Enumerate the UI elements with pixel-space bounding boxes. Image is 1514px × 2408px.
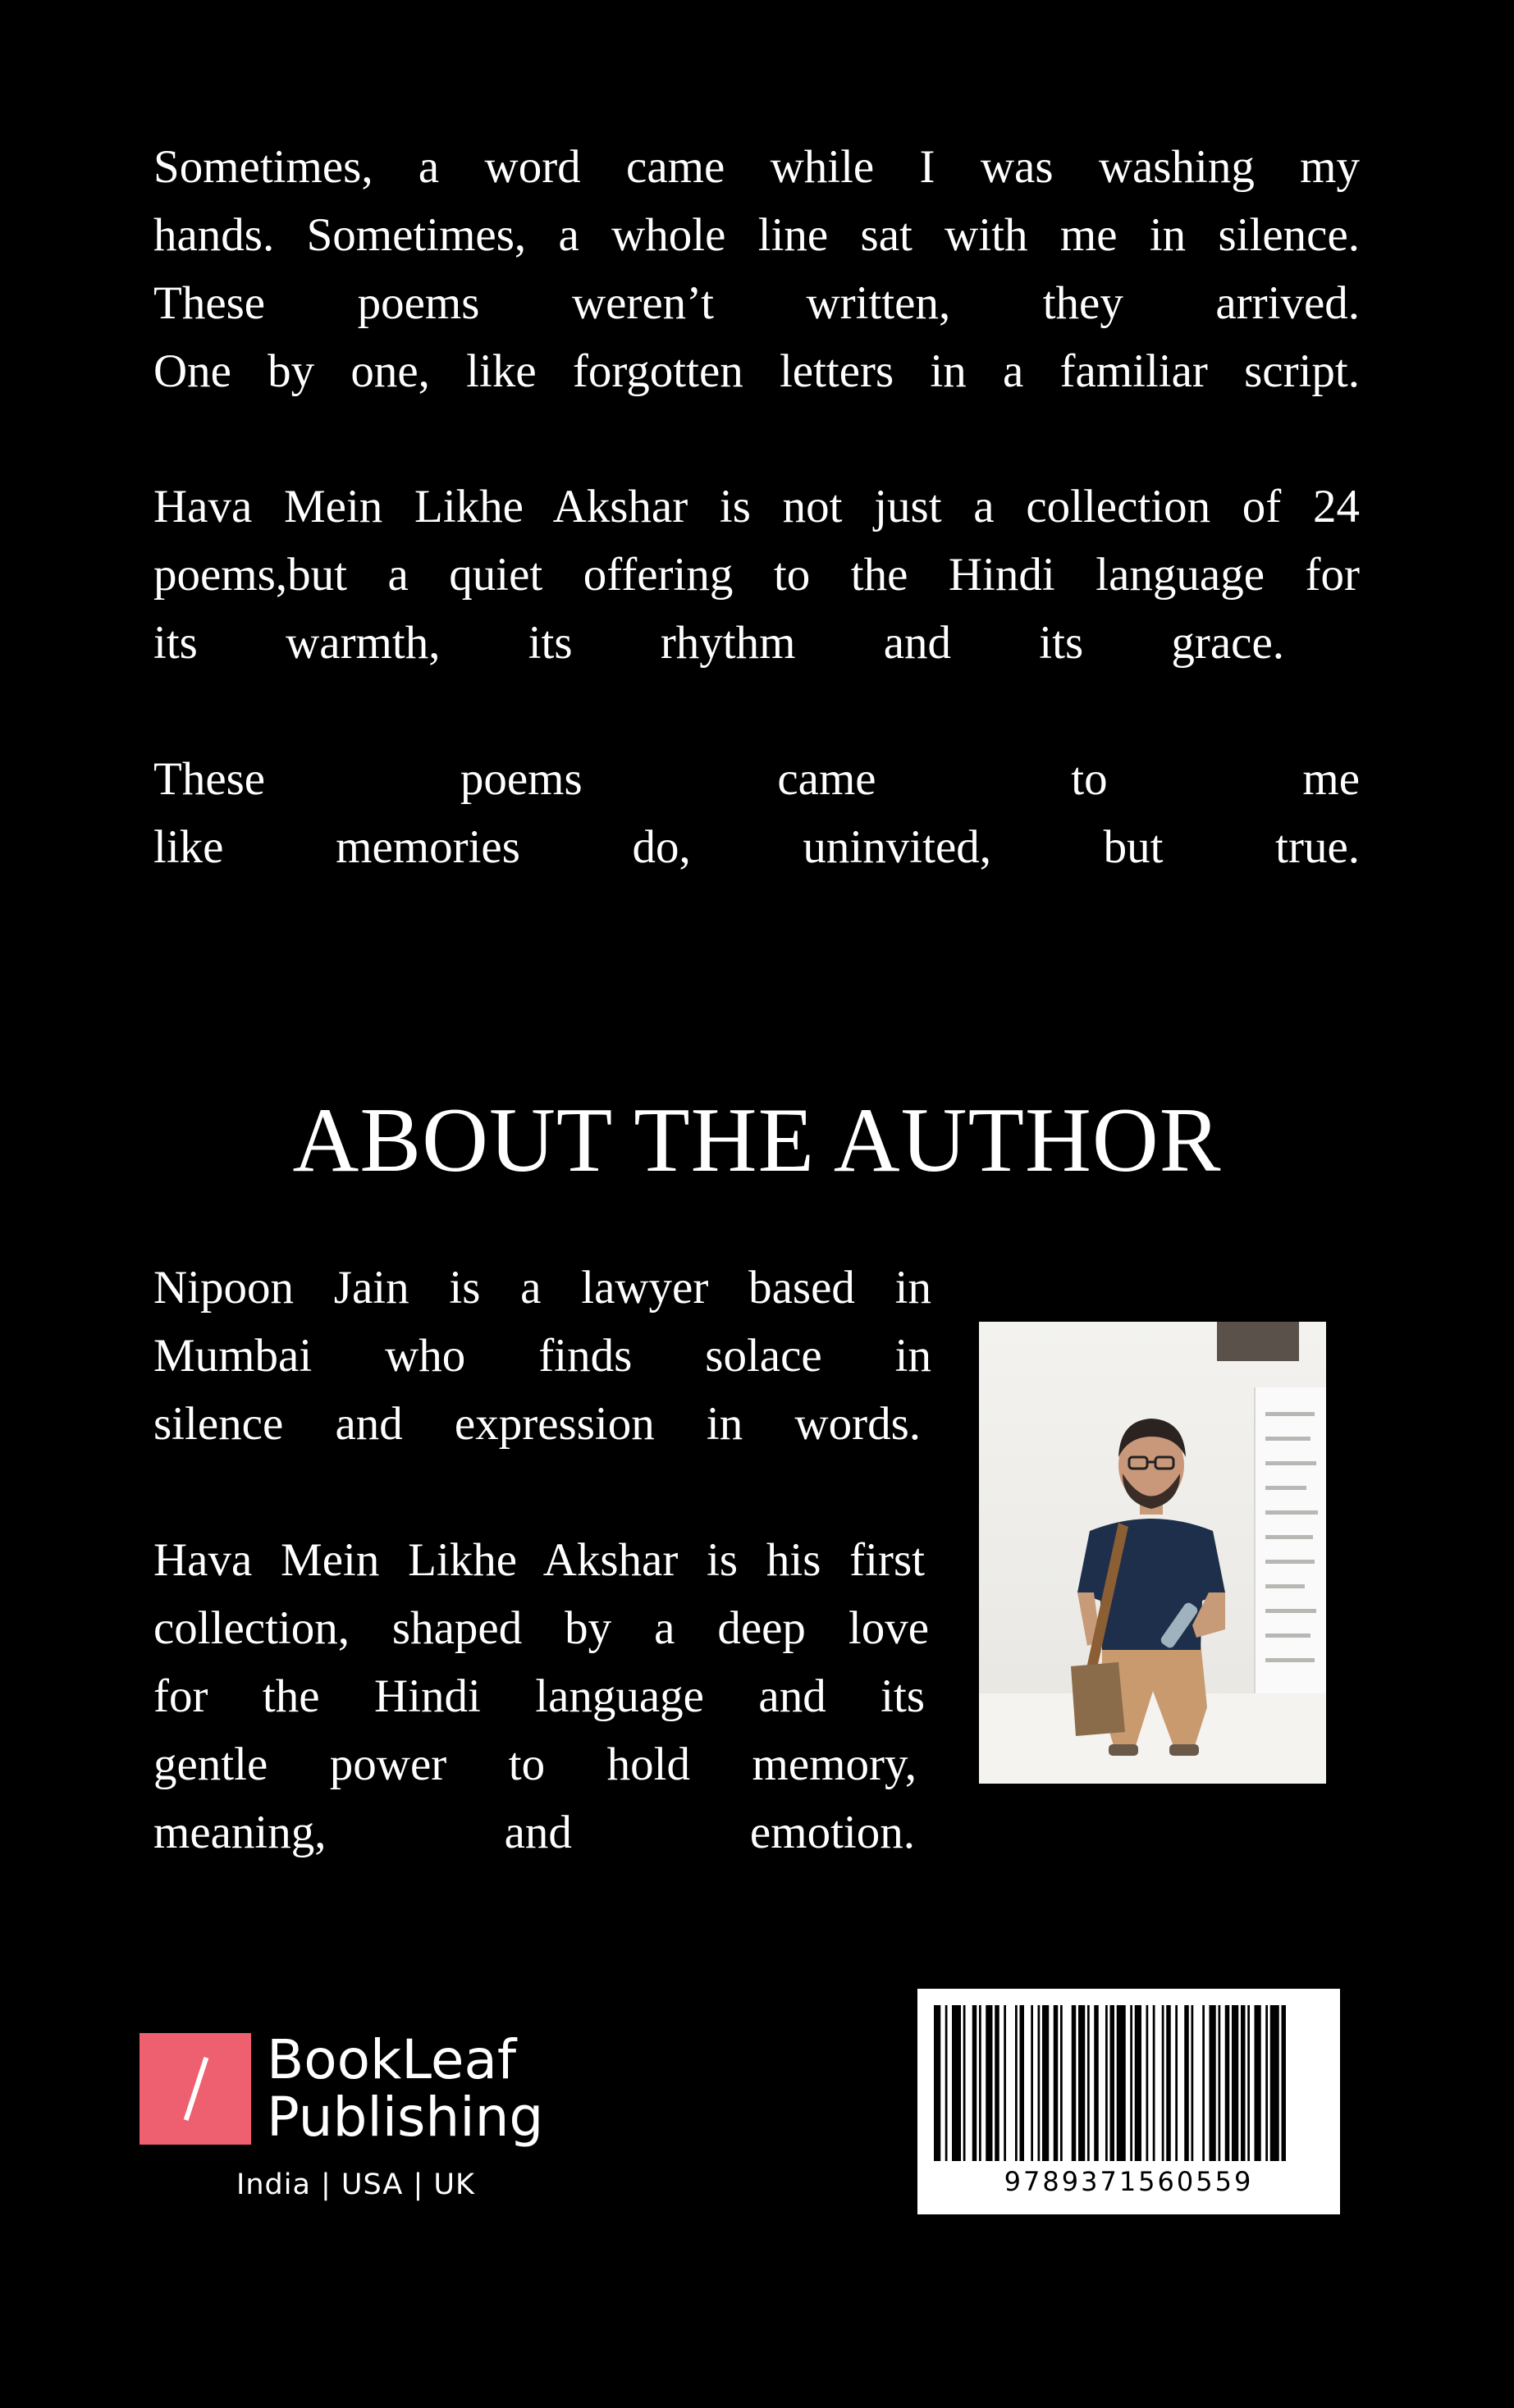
- barcode-bar: [963, 2005, 966, 2161]
- blurb-line: These poems weren’t written, they arrived.: [153, 277, 1360, 329]
- blurb-line: Hava Mein Likhe Akshar is not just a collection of 24: [153, 481, 1360, 532]
- bio-line: silence and expression in words.: [153, 1398, 921, 1450]
- barcode-bar: [995, 2005, 999, 2161]
- barcode-bar: [1087, 2005, 1090, 2161]
- publisher-name-line2: Publishing: [267, 2086, 544, 2149]
- barcode-bar: [1219, 2005, 1221, 2161]
- barcode-bar: [1031, 2005, 1033, 2161]
- barcode-bar: [1038, 2005, 1041, 2161]
- barcode-bar: [972, 2005, 977, 2161]
- bio-line: Nipoon Jain is a lawyer based in: [153, 1262, 931, 1314]
- blurb-line: poems,but a quiet offering to the Hindi language for: [153, 549, 1360, 601]
- barcode-bar: [1210, 2005, 1216, 2161]
- barcode-bar: [1225, 2005, 1230, 2161]
- barcode-bar: [1020, 2005, 1025, 2161]
- barcode-bar: [1241, 2005, 1246, 2161]
- barcode-bar: [1153, 2005, 1155, 2161]
- barcode-bar: [934, 2005, 940, 2161]
- about-author-heading: ABOUT THE AUTHOR: [292, 1090, 1222, 1191]
- barcode-bar: [1060, 2005, 1063, 2161]
- publisher-name-line1: BookLeaf: [267, 2028, 517, 2091]
- barcode-bar: [1270, 2005, 1279, 2161]
- bio-line: collection, shaped by a deep love: [153, 1602, 929, 1654]
- blurb-paragraph-2: [153, 473, 1360, 677]
- barcode-bar: [1202, 2005, 1205, 2161]
- isbn-number: 9789371560559: [1004, 2166, 1254, 2197]
- isbn-barcode: [917, 1989, 1340, 2214]
- bio-line: meaning, and emotion.: [153, 1807, 915, 1858]
- blurb-paragraph-3: [153, 745, 1360, 881]
- barcode-bar: [1054, 2005, 1059, 2161]
- publisher-regions: India | USA | UK: [236, 2168, 475, 2201]
- author-figure: [979, 1322, 1326, 1784]
- barcode-bar: [1105, 2005, 1108, 2161]
- author-photo: [979, 1322, 1326, 1784]
- blurb-line: hands. Sometimes, a whole line sat with me in silence.: [153, 209, 1360, 261]
- barcode-bar: [1042, 2005, 1049, 2161]
- blurb-line: like memories do, uninvited, but true.: [153, 821, 1360, 873]
- barcode-bar: [1135, 2005, 1141, 2161]
- barcode-bar: [986, 2005, 992, 2161]
- barcode-bar: [1232, 2005, 1238, 2161]
- barcode-bar: [1004, 2005, 1006, 2161]
- barcode-bar: [1146, 2005, 1149, 2161]
- barcode-bar: [1192, 2005, 1194, 2161]
- barcode-bar: [1162, 2005, 1164, 2161]
- blurb-line: its warmth, its rhythm and its grace.: [153, 617, 1284, 669]
- blurb-line: Sometimes, a word came while I was washing my: [153, 141, 1360, 193]
- barcode-bar: [952, 2005, 961, 2161]
- barcode-bar: [945, 2005, 948, 2161]
- barcode-bar: [1265, 2005, 1268, 2161]
- bio-line: gentle power to hold memory,: [153, 1739, 917, 1790]
- barcode-bar: [1117, 2005, 1126, 2161]
- barcode-bar: [979, 2005, 981, 2161]
- blurb-line: These poems came to me: [153, 753, 1360, 805]
- barcode-bar: [1175, 2005, 1178, 2161]
- barcode-bar: [1072, 2005, 1077, 2161]
- blurb-paragraph-1: [153, 133, 1360, 405]
- barcode-bar: [1015, 2005, 1018, 2161]
- barcode-bar: [1166, 2005, 1171, 2161]
- publisher-name: [267, 2028, 544, 2149]
- barcode-bar: [1247, 2005, 1250, 2161]
- blurb-line: One by one, like forgotten letters in a familiar script.: [153, 345, 1360, 397]
- barcode-bar: [1282, 2005, 1287, 2161]
- bio-line: Hava Mein Likhe Akshar is his first: [153, 1534, 925, 1586]
- barcode-bar: [1130, 2005, 1132, 2161]
- slash-mark: [184, 2057, 208, 2121]
- slash-icon: [140, 2033, 251, 2145]
- barcode-bar: [1255, 2005, 1261, 2161]
- barcode-bar: [1094, 2005, 1099, 2161]
- bio-line: Mumbai who finds solace in: [153, 1330, 931, 1382]
- author-bio-paragraph-1: [153, 1254, 931, 1458]
- barcode-bar: [1110, 2005, 1115, 2161]
- barcode-bars: [934, 2005, 1324, 2161]
- barcode-bar: [1078, 2005, 1085, 2161]
- author-bio-paragraph-2: [153, 1526, 929, 1867]
- bio-line: for the Hindi language and its: [153, 1670, 925, 1722]
- barcode-bar: [1184, 2005, 1189, 2161]
